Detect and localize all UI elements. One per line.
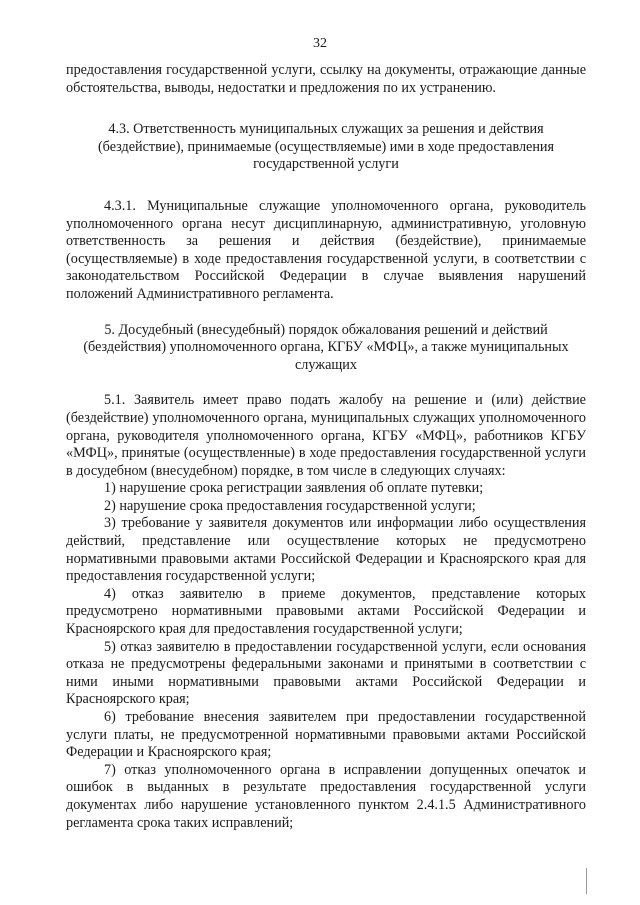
list-item: 1) нарушение срока регистрации заявления об оплате путевки; [104, 480, 484, 497]
list-item: 6) требование внесения заявителем при предоставлении государственной услуги платы, не предусмотренной нормативными правовыми актами Российской Федерации и Красноярского края; [66, 709, 586, 761]
document-body [66, 62, 586, 832]
list-item: 7) отказ уполномоченного органа в исправлении допущенных опечаток и ошибок в выданных в результате предоставления государственной услуги документах либо нарушение установленного пунктом 2.4.1.5 Административного регламента срока таких исправлений; [66, 761, 586, 831]
scan-artifact-line [586, 868, 587, 894]
list-item: 4) отказ заявителю в приеме документов, представление которых предусмотрено нормативными правовыми актами Российской Федерации и Красноярского края для предоставления государственной услуги; [66, 585, 586, 638]
section-4-3-heading: 4.3. Ответственность муниципальных служащих за решения и действия (бездействие), принимаемые (осуществляемые) ими в ходе предоставления государственной услуги [97, 121, 555, 173]
section-5-heading: 5. Досудебный (внесудебный) порядок обжалования решений и действий (бездействия) уполномоченного органа, КГБУ «МФЦ», а также муниципальных служащих [83, 321, 569, 373]
paragraph-5-1: 5.1. Заявитель имеет право подать жалобу на решение и (или) действие (бездействие) уполномоченного органа, муниципальных служащих уполномоченного органа, руководителя уполномоченного органа, КГБУ «МФЦ», работников КГБУ «МФЦ», принятые (осуществленные) в ходе предоставления государственной услуги в досудебном (внесудебном) порядке, в том числе в следующих случаях: [66, 392, 586, 479]
list-item: 2) нарушение срока предоставления государственной услуги; [104, 497, 476, 514]
paragraph-4-3-1: 4.3.1. Муниципальные служащие уполномоченного органа, руководитель уполномоченного органа несут дисциплинарную, административную, уголовную ответственность за решения и действия (бездействие), принимаемые (осуществляемые) в ходе предоставления государственной услуги, в соответствии с законодательством Российской Федерации в случае выявления нарушений положений Административного регламента. [66, 197, 586, 302]
intro-paragraph: предоставления государственной услуги, ссылку на документы, отражающие данные обстоятельства, выводы, недостатки и предложения по их устранению. [66, 62, 586, 96]
list-item: 5) отказ заявителю в предоставлении государственной услуги, если основания отказа не предусмотрены федеральными законами и принятыми в соответствии с ними иными нормативными правовыми актами Российской Федерации и Красноярского края; [66, 638, 586, 708]
list-item: 3) требование у заявителя документов или информации либо осуществления действий, представление или осуществление которых не предусмотрено нормативными правовыми актами Российской Федерации и Красноярского края для предоставления государственной услуги; [66, 515, 586, 585]
page-number: 32 [313, 36, 327, 51]
